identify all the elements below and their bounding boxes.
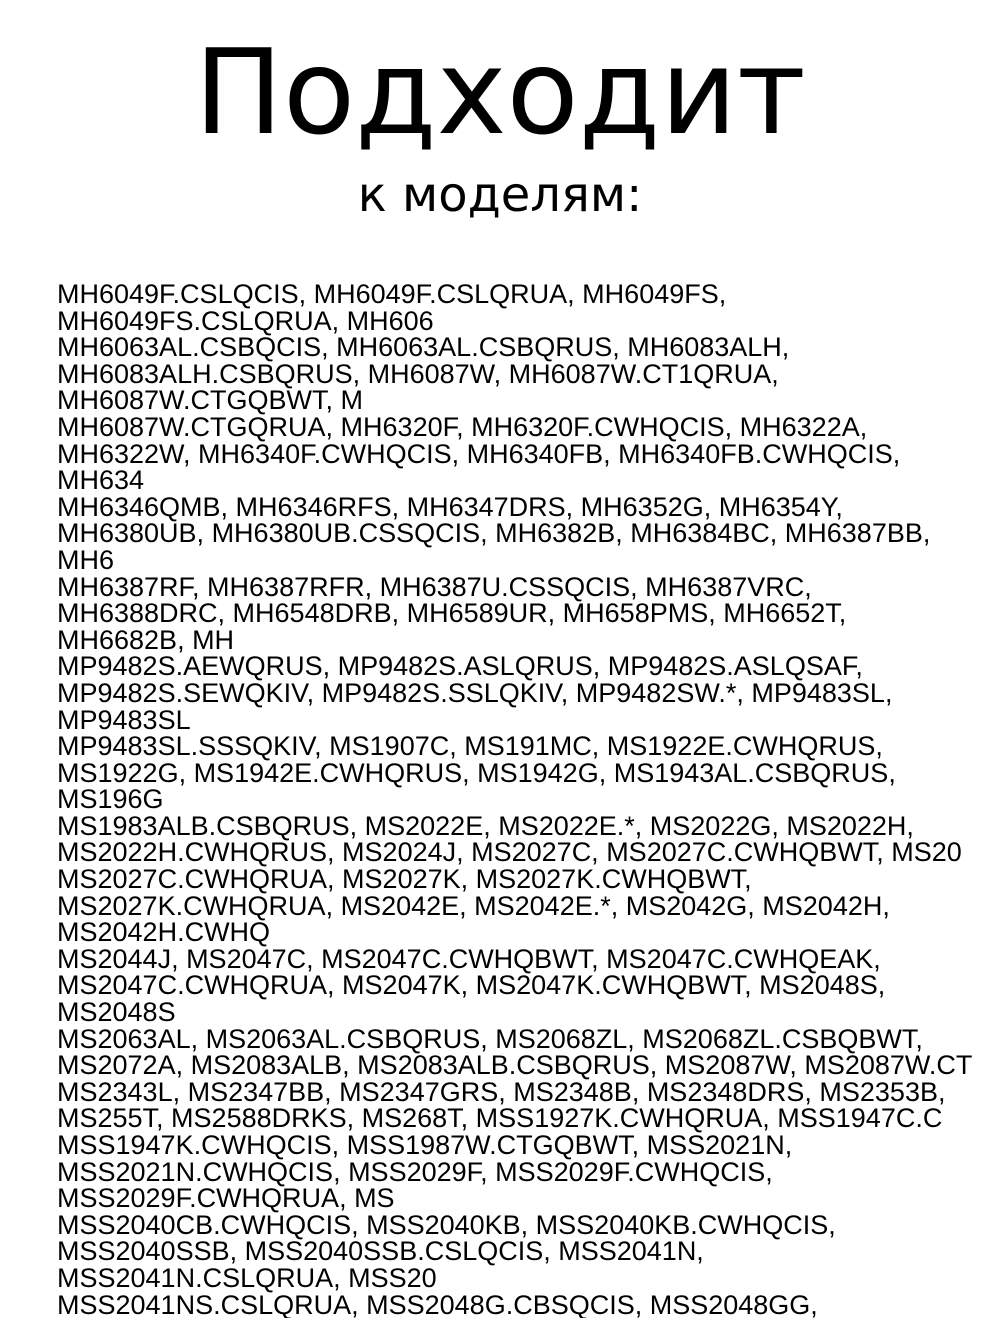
model-list-line: MH6049F.CSLQCIS, MH6049F.CSLQRUA, MH6049FS, [57, 281, 727, 309]
model-list-line: MS196G [57, 784, 164, 815]
page-subtitle: к моделям: [357, 167, 643, 223]
model-list-line: MH6388DRC, MH6548DRB, MH6589UR, MH658PMS, MH6652T, [57, 598, 847, 629]
model-list-line: MS2027C.CWHQRUA, MS2027K, MS2027K.CWHQBWT, [57, 864, 752, 895]
model-list-line: MH6 [57, 544, 115, 575]
model-list-line: MS2047C.CWHQRUA, MS2047K, MS2047K.CWHQBWT, MS2048S, [57, 970, 886, 1001]
model-list-line: MS1983ALB.CSBQRUS, MS2022E, MS2022E.*, MS2022G, MS2022H, [57, 810, 914, 841]
model-list-line: MH6063AL.CSBQCIS, MH6063AL.CSBQRUS, MH6083ALH, [57, 332, 790, 363]
model-list-line: MP9483SL [57, 704, 191, 735]
page-title: Подходит [194, 23, 806, 161]
model-list-line: MH6087W.CTGQRUA, MH6320F, MH6320F.CWHQCIS, MH6322A, [57, 411, 868, 442]
model-list-line: MP9482S.SEWQKIV, MP9482S.SSLQKIV, MP9482SW.*, MP9483SL, [57, 677, 893, 708]
model-list-line: MSS2021N.CWHQCIS, MSS2029F, MSS2029F.CWHQCIS, [57, 1156, 773, 1187]
model-list-line: MS2072A, MS2083ALB, MS2083ALB.CSBQRUS, MS2087W, MS2087W.CT [57, 1050, 973, 1081]
model-list-line: MH634 [57, 465, 145, 496]
model-list-line: MS2022H.CWHQRUS, MS2024J, MS2027C, MS2027C.CWHQBWT, MS20 [57, 837, 962, 868]
model-list [57, 281, 1000, 1318]
model-list-line: MS2044J, MS2047C, MS2047C.CWHQBWT, MS2047C.CWHQEAK, [57, 943, 881, 974]
model-list-line: MH6083ALH.CSBQRUS, MH6087W, MH6087W.CT1QRUA, [57, 358, 779, 389]
model-list-line: MP9483SL.SSSQKIV, MS1907C, MS191MC, MS1922E.CWHQRUS, [57, 731, 883, 762]
model-list-line: MSS2041N.CSLQRUA, MSS20 [57, 1262, 437, 1293]
model-list-line: MP9482S.AEWQRUS, MP9482S.ASLQRUS, MP9482S.ASLQSAF, [57, 651, 863, 682]
model-list-line: MS1922G, MS1942E.CWHQRUS, MS1942G, MS1943AL.CSBQRUS, [57, 757, 896, 788]
model-list-line: MS2027K.CWHQRUA, MS2042E, MS2042E.*, MS2042G, MS2042H, [57, 890, 890, 921]
model-list-line: MH6322W, MH6340F.CWHQCIS, MH6340FB, MH6340FB.CWHQCIS, [57, 438, 901, 469]
model-list-line: MSS2041NS.CSLQRUA, MSS2048G.CBSQCIS, MSS2048GG, [57, 1289, 818, 1319]
model-list-line: MH6380UB, MH6380UB.CSSQCIS, MH6382B, MH6384BC, MH6387BB, [57, 518, 931, 549]
model-list-line: MSS1947K.CWHQCIS, MSS1987W.CTGQBWT, MSS2021N, [57, 1130, 793, 1160]
model-list-line: MSS2040CB.CWHQCIS, MSS2040KB, MSS2040KB.CWHQCIS, [57, 1209, 836, 1240]
model-list-line: MH6346QMB, MH6346RFS, MH6347DRS, MH6352G, MH6354Y, [57, 491, 843, 522]
model-list-line: MS2343L, MS2347BB, MS2347GRS, MS2348B, MS2348DRS, MS2353B, [57, 1076, 946, 1107]
model-list-line: MSS2029F.CWHQRUA, MS [57, 1183, 395, 1214]
model-list-line: MS255T, MS2588DRKS, MS268T, MSS1927K.CWHQRUA, MSS1947C.C [57, 1103, 943, 1134]
model-list-line: MSS2040SSB, MSS2040SSB.CSLQCIS, MSS2041N, [57, 1236, 704, 1267]
model-list-line: MH6387RF, MH6387RFR, MH6387U.CSSQCIS, MH6387VRC, [57, 571, 812, 602]
model-list-line: MH6087W.CTGQBWT, M [57, 385, 364, 416]
model-list-line: MS2048S [57, 997, 176, 1028]
model-list-line: MS2042H.CWHQ [57, 917, 271, 948]
model-list-line: MS2063AL, MS2063AL.CSBQRUS, MS2068ZL, MS2068ZL.CSBQBWT, [57, 1023, 923, 1054]
model-list-line: MH6049FS.CSLQRUA, MH606 [57, 305, 434, 336]
model-list-line: MH6682B, MH [57, 624, 235, 655]
